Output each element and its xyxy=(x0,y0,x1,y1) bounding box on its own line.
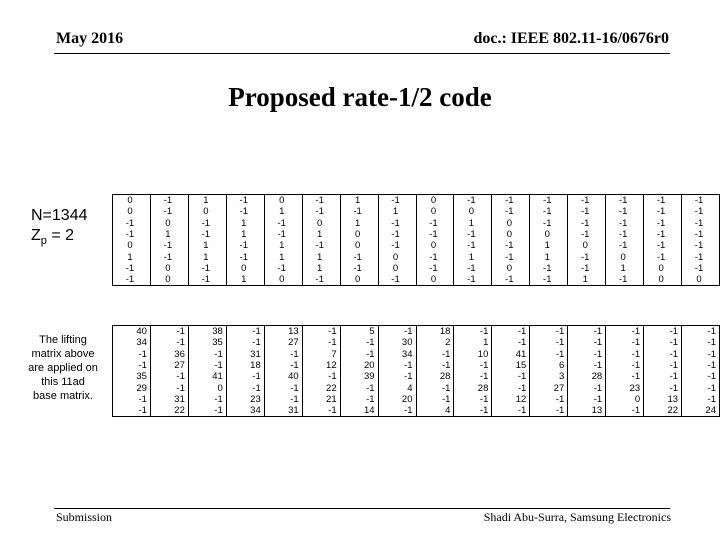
matrix-cell: 0 xyxy=(530,229,568,240)
matrix-cell: -1 xyxy=(568,229,606,240)
matrix-cell: 35 xyxy=(188,337,226,348)
matrix-cell: -1 xyxy=(606,229,644,240)
matrix-cell: 0 xyxy=(378,263,416,274)
matrix-cell: -1 xyxy=(416,251,454,262)
matrix-cell: 1 xyxy=(188,195,226,207)
matrix-cell: 0 xyxy=(340,229,378,240)
matrix-cell: 35 xyxy=(113,371,151,382)
matrix-cell: -1 xyxy=(264,218,302,229)
matrix-cell: -1 xyxy=(188,360,226,371)
matrix-cell: -1 xyxy=(492,251,530,262)
matrix-cell: -1 xyxy=(302,195,340,207)
matrix-cell: -1 xyxy=(682,240,720,251)
matrix-cell: 27 xyxy=(530,382,568,393)
block-length-label: N=1344 xyxy=(31,207,88,224)
matrix-cell: 0 xyxy=(264,195,302,207)
matrix-cell: 2 xyxy=(416,337,454,348)
matrix-cell: -1 xyxy=(188,274,226,286)
matrix-cell: -1 xyxy=(416,218,454,229)
matrix-cell: -1 xyxy=(644,326,682,338)
matrix-cell: -1 xyxy=(340,206,378,217)
matrix-cell: -1 xyxy=(530,337,568,348)
matrix-cell: -1 xyxy=(492,240,530,251)
matrix-cell: 22 xyxy=(644,405,682,417)
matrix-cell: 24 xyxy=(682,405,720,417)
matrix-cell: -1 xyxy=(378,274,416,286)
matrix-cell: -1 xyxy=(302,337,340,348)
matrix-cell: -1 xyxy=(150,206,188,217)
matrix-cell: 0 xyxy=(150,263,188,274)
matrix-cell: -1 xyxy=(682,371,720,382)
matrix-cell: -1 xyxy=(264,360,302,371)
matrix-cell: 18 xyxy=(226,360,264,371)
matrix-cell: -1 xyxy=(302,326,340,338)
matrix-cell: 13 xyxy=(568,405,606,417)
matrix-cell: -1 xyxy=(150,240,188,251)
matrix-cell: 12 xyxy=(492,394,530,405)
matrix-cell: -1 xyxy=(302,274,340,286)
matrix-cell: -1 xyxy=(530,326,568,338)
matrix-cell: -1 xyxy=(188,263,226,274)
matrix-cell: -1 xyxy=(340,251,378,262)
matrix-cell: 1 xyxy=(226,274,264,286)
matrix-cell: -1 xyxy=(568,382,606,393)
matrix-cell: 0 xyxy=(492,229,530,240)
base-matrix-row xyxy=(113,349,720,360)
matrix-cell: -1 xyxy=(150,251,188,262)
matrix-cell: 1 xyxy=(606,263,644,274)
matrix-cell: -1 xyxy=(530,349,568,360)
matrix-cell: 1 xyxy=(264,251,302,262)
matrix-cell: 0 xyxy=(150,218,188,229)
matrix-cell: -1 xyxy=(113,274,151,286)
matrix-cell: -1 xyxy=(416,360,454,371)
matrix-cell: -1 xyxy=(378,360,416,371)
matrix-cell: -1 xyxy=(264,394,302,405)
matrix-cell: 29 xyxy=(113,382,151,393)
matrix-cell: 14 xyxy=(340,405,378,417)
lifting-matrix-row xyxy=(113,218,720,229)
matrix-cell: -1 xyxy=(454,274,492,286)
matrix-cell: -1 xyxy=(302,371,340,382)
matrix-cell: -1 xyxy=(226,326,264,338)
matrix-cell: 0 xyxy=(188,206,226,217)
matrix-cell: -1 xyxy=(454,326,492,338)
lifting-matrix-row xyxy=(113,263,720,274)
matrix-cell: 0 xyxy=(416,195,454,207)
matrix-cell: 31 xyxy=(150,394,188,405)
matrix-cell: 13 xyxy=(644,394,682,405)
matrix-cell: -1 xyxy=(226,206,264,217)
matrix-cell: -1 xyxy=(340,337,378,348)
matrix-cell: -1 xyxy=(568,218,606,229)
matrix-cell: 5 xyxy=(340,326,378,338)
lifting-size-value: = 2 xyxy=(46,227,75,244)
matrix-cell: -1 xyxy=(113,360,151,371)
matrix-cell: 1 xyxy=(226,218,264,229)
matrix-cell: -1 xyxy=(188,218,226,229)
matrix-cell: -1 xyxy=(302,206,340,217)
matrix-cell: 0 xyxy=(682,274,720,286)
matrix-cell: -1 xyxy=(682,337,720,348)
matrix-cell: 20 xyxy=(378,394,416,405)
matrix-cell: -1 xyxy=(682,206,720,217)
matrix-cell: -1 xyxy=(606,371,644,382)
matrix-cell: 23 xyxy=(226,394,264,405)
matrix-cell: -1 xyxy=(416,382,454,393)
matrix-cell: -1 xyxy=(188,394,226,405)
matrix-cell: -1 xyxy=(568,326,606,338)
matrix-cell: -1 xyxy=(454,240,492,251)
matrix-cell: -1 xyxy=(188,405,226,417)
matrix-cell: 0 xyxy=(226,263,264,274)
matrix-cell: 31 xyxy=(226,349,264,360)
matrix-cell: -1 xyxy=(492,382,530,393)
matrix-cell: -1 xyxy=(644,251,682,262)
matrix-cell: -1 xyxy=(568,263,606,274)
matrix-cell: 28 xyxy=(416,371,454,382)
matrix-cell: -1 xyxy=(530,218,568,229)
matrix-cell: -1 xyxy=(150,326,188,338)
matrix-cell: -1 xyxy=(378,326,416,338)
matrix-cell: -1 xyxy=(454,263,492,274)
matrix-cell: -1 xyxy=(378,405,416,417)
header-document-id: doc.: IEEE 802.11-16/0676r0 xyxy=(473,30,669,47)
matrix-cell: -1 xyxy=(530,206,568,217)
header-date: May 2016 xyxy=(56,30,124,47)
matrix-cell: 0 xyxy=(416,206,454,217)
matrix-cell: -1 xyxy=(416,349,454,360)
matrix-cell: -1 xyxy=(606,405,644,417)
matrix-cell: 0 xyxy=(113,206,151,217)
matrix-cell: -1 xyxy=(606,360,644,371)
matrix-cell: 13 xyxy=(264,326,302,338)
matrix-cell: -1 xyxy=(682,394,720,405)
matrix-cell: -1 xyxy=(644,206,682,217)
matrix-cell: -1 xyxy=(606,240,644,251)
matrix-cell: 21 xyxy=(302,394,340,405)
matrix-cell: -1 xyxy=(226,240,264,251)
matrix-cell: 7 xyxy=(302,349,340,360)
matrix-cell: 1 xyxy=(302,263,340,274)
matrix-cell: 1 xyxy=(568,274,606,286)
matrix-cell: -1 xyxy=(492,206,530,217)
matrix-cell: -1 xyxy=(226,195,264,207)
matrix-cell: 4 xyxy=(378,382,416,393)
matrix-cell: 1 xyxy=(340,195,378,207)
matrix-cell: -1 xyxy=(644,360,682,371)
matrix-cell: -1 xyxy=(226,371,264,382)
matrix-cell: 1 xyxy=(188,240,226,251)
matrix-cell: 36 xyxy=(150,349,188,360)
matrix-cell: -1 xyxy=(113,229,151,240)
lifting-note: The lifting matrix above are applied on this 11ad base matrix. xyxy=(28,334,98,402)
lifting-size-symbol: Z xyxy=(31,227,41,244)
matrix-cell: -1 xyxy=(682,349,720,360)
matrix-cell: -1 xyxy=(644,371,682,382)
matrix-cell: -1 xyxy=(568,360,606,371)
matrix-cell: -1 xyxy=(226,337,264,348)
matrix-cell: -1 xyxy=(606,195,644,207)
matrix-cell: 22 xyxy=(302,382,340,393)
matrix-cell: -1 xyxy=(264,349,302,360)
matrix-cell: 1 xyxy=(113,251,151,262)
matrix-cell: -1 xyxy=(416,229,454,240)
matrix-cell: 40 xyxy=(264,371,302,382)
matrix-cell: 34 xyxy=(226,405,264,417)
matrix-cell: -1 xyxy=(302,405,340,417)
matrix-cell: -1 xyxy=(644,349,682,360)
matrix-cell: 22 xyxy=(150,405,188,417)
matrix-cell: 0 xyxy=(188,382,226,393)
lifting-matrix-row xyxy=(113,274,720,286)
footer-submission: Submission xyxy=(56,510,113,524)
matrix-cell: -1 xyxy=(568,394,606,405)
matrix-cell: -1 xyxy=(150,382,188,393)
matrix-cell: 27 xyxy=(150,360,188,371)
matrix-cell: -1 xyxy=(606,218,644,229)
matrix-cell: 0 xyxy=(416,274,454,286)
matrix-cell: -1 xyxy=(492,405,530,417)
footer-divider xyxy=(54,508,670,509)
matrix-cell: 1 xyxy=(530,240,568,251)
matrix-cell: -1 xyxy=(454,394,492,405)
matrix-cell: -1 xyxy=(188,229,226,240)
matrix-cell: -1 xyxy=(340,263,378,274)
matrix-cell: 1 xyxy=(454,337,492,348)
matrix-cell: -1 xyxy=(113,263,151,274)
matrix-cell: 0 xyxy=(644,263,682,274)
base-matrix xyxy=(112,325,720,417)
matrix-cell: 4 xyxy=(416,405,454,417)
matrix-cell: 20 xyxy=(340,360,378,371)
matrix-cell: 0 xyxy=(264,274,302,286)
matrix-cell: -1 xyxy=(530,394,568,405)
matrix-cell: 15 xyxy=(492,360,530,371)
matrix-cell: -1 xyxy=(454,405,492,417)
lifting-matrix xyxy=(112,194,720,286)
matrix-cell: -1 xyxy=(302,240,340,251)
matrix-cell: -1 xyxy=(568,349,606,360)
matrix-cell: -1 xyxy=(113,394,151,405)
base-matrix-row xyxy=(113,326,720,338)
matrix-cell: -1 xyxy=(226,382,264,393)
matrix-cell: -1 xyxy=(682,263,720,274)
matrix-cell: -1 xyxy=(416,263,454,274)
matrix-cell: 0 xyxy=(492,263,530,274)
matrix-cell: 18 xyxy=(416,326,454,338)
matrix-cell: -1 xyxy=(378,240,416,251)
matrix-cell: 30 xyxy=(378,337,416,348)
matrix-cell: 31 xyxy=(264,405,302,417)
matrix-cell: -1 xyxy=(492,337,530,348)
matrix-cell: -1 xyxy=(340,382,378,393)
matrix-cell: -1 xyxy=(606,274,644,286)
matrix-cell: 0 xyxy=(606,251,644,262)
matrix-cell: 1 xyxy=(454,251,492,262)
matrix-cell: -1 xyxy=(150,371,188,382)
matrix-cell: -1 xyxy=(378,195,416,207)
matrix-cell: -1 xyxy=(568,206,606,217)
matrix-cell: 38 xyxy=(188,326,226,338)
lifting-matrix-row xyxy=(113,195,720,207)
matrix-cell: -1 xyxy=(530,195,568,207)
matrix-cell: 3 xyxy=(530,371,568,382)
matrix-cell: -1 xyxy=(644,382,682,393)
matrix-cell: -1 xyxy=(568,251,606,262)
matrix-cell: -1 xyxy=(568,195,606,207)
matrix-cell: -1 xyxy=(150,337,188,348)
matrix-cell: 34 xyxy=(378,349,416,360)
matrix-cell: 1 xyxy=(302,229,340,240)
matrix-cell: 1 xyxy=(340,218,378,229)
matrix-cell: -1 xyxy=(264,263,302,274)
matrix-cell: 0 xyxy=(606,394,644,405)
matrix-cell: -1 xyxy=(644,218,682,229)
matrix-cell: 1 xyxy=(530,251,568,262)
matrix-cell: -1 xyxy=(226,251,264,262)
matrix-cell: -1 xyxy=(113,218,151,229)
matrix-cell: -1 xyxy=(682,382,720,393)
matrix-cell: 0 xyxy=(150,274,188,286)
matrix-cell: -1 xyxy=(340,394,378,405)
matrix-cell: 39 xyxy=(340,371,378,382)
matrix-cell: -1 xyxy=(188,349,226,360)
base-matrix-row xyxy=(113,394,720,405)
matrix-cell: 0 xyxy=(454,206,492,217)
base-matrix-row xyxy=(113,382,720,393)
matrix-cell: -1 xyxy=(682,195,720,207)
matrix-cell: -1 xyxy=(150,195,188,207)
matrix-cell: 27 xyxy=(264,337,302,348)
lifting-matrix-row xyxy=(113,240,720,251)
matrix-cell: -1 xyxy=(378,218,416,229)
matrix-cell: -1 xyxy=(378,371,416,382)
lifting-size-label xyxy=(31,226,88,251)
matrix-cell: -1 xyxy=(644,337,682,348)
matrix-cell: 0 xyxy=(302,218,340,229)
matrix-cell: 0 xyxy=(492,218,530,229)
matrix-cell: 0 xyxy=(340,240,378,251)
matrix-cell: -1 xyxy=(606,206,644,217)
matrix-cell: -1 xyxy=(682,218,720,229)
matrix-cell: 0 xyxy=(113,240,151,251)
base-matrix-row xyxy=(113,405,720,417)
matrix-cell: 1 xyxy=(150,229,188,240)
matrix-cell: -1 xyxy=(530,405,568,417)
matrix-cell: -1 xyxy=(454,371,492,382)
matrix-cell: -1 xyxy=(264,382,302,393)
matrix-cell: 0 xyxy=(416,240,454,251)
code-parameters xyxy=(31,206,88,251)
matrix-cell: -1 xyxy=(492,274,530,286)
matrix-cell: -1 xyxy=(644,229,682,240)
base-matrix-row xyxy=(113,360,720,371)
matrix-cell: -1 xyxy=(454,195,492,207)
matrix-cell: 0 xyxy=(644,274,682,286)
matrix-cell: 1 xyxy=(454,218,492,229)
matrix-cell: 28 xyxy=(454,382,492,393)
matrix-cell: -1 xyxy=(644,195,682,207)
matrix-cell: -1 xyxy=(492,371,530,382)
base-matrix-row xyxy=(113,337,720,348)
lifting-size-subscript: p xyxy=(40,235,47,248)
matrix-cell: -1 xyxy=(530,274,568,286)
slide-title: Proposed rate-1/2 code xyxy=(228,82,492,112)
matrix-cell: 1 xyxy=(264,240,302,251)
matrix-cell: -1 xyxy=(264,229,302,240)
matrix-cell: -1 xyxy=(454,229,492,240)
matrix-cell: -1 xyxy=(606,337,644,348)
footer-author: Shadi Abu-Surra, Samsung Electronics xyxy=(483,510,671,524)
matrix-cell: 12 xyxy=(302,360,340,371)
matrix-cell: -1 xyxy=(340,349,378,360)
matrix-cell: -1 xyxy=(492,326,530,338)
matrix-cell: 1 xyxy=(378,206,416,217)
matrix-cell: -1 xyxy=(606,326,644,338)
lifting-matrix-row xyxy=(113,206,720,217)
matrix-cell: 28 xyxy=(568,371,606,382)
matrix-cell: -1 xyxy=(606,349,644,360)
matrix-cell: 41 xyxy=(188,371,226,382)
matrix-cell: -1 xyxy=(113,405,151,417)
lifting-matrix-row xyxy=(113,229,720,240)
matrix-cell: -1 xyxy=(644,240,682,251)
matrix-cell: 41 xyxy=(492,349,530,360)
matrix-cell: 0 xyxy=(568,240,606,251)
matrix-cell: -1 xyxy=(682,360,720,371)
matrix-cell: 0 xyxy=(113,195,151,207)
matrix-cell: -1 xyxy=(530,263,568,274)
matrix-cell: -1 xyxy=(492,195,530,207)
matrix-cell: -1 xyxy=(568,337,606,348)
matrix-cell: 10 xyxy=(454,349,492,360)
matrix-cell: -1 xyxy=(682,326,720,338)
base-matrix-row xyxy=(113,371,720,382)
matrix-cell: -1 xyxy=(113,349,151,360)
lifting-matrix-row xyxy=(113,251,720,262)
header-divider xyxy=(54,53,670,54)
matrix-cell: 1 xyxy=(302,251,340,262)
matrix-cell: 1 xyxy=(264,206,302,217)
matrix-cell: -1 xyxy=(454,360,492,371)
matrix-cell: 0 xyxy=(378,251,416,262)
matrix-cell: -1 xyxy=(378,229,416,240)
matrix-cell: -1 xyxy=(682,229,720,240)
matrix-cell: 0 xyxy=(340,274,378,286)
matrix-cell: 1 xyxy=(226,229,264,240)
matrix-cell: 6 xyxy=(530,360,568,371)
matrix-cell: -1 xyxy=(682,251,720,262)
matrix-cell: 1 xyxy=(188,251,226,262)
matrix-cell: 40 xyxy=(113,326,151,338)
matrix-cell: -1 xyxy=(416,394,454,405)
matrix-cell: 34 xyxy=(113,337,151,348)
matrix-cell: 23 xyxy=(606,382,644,393)
